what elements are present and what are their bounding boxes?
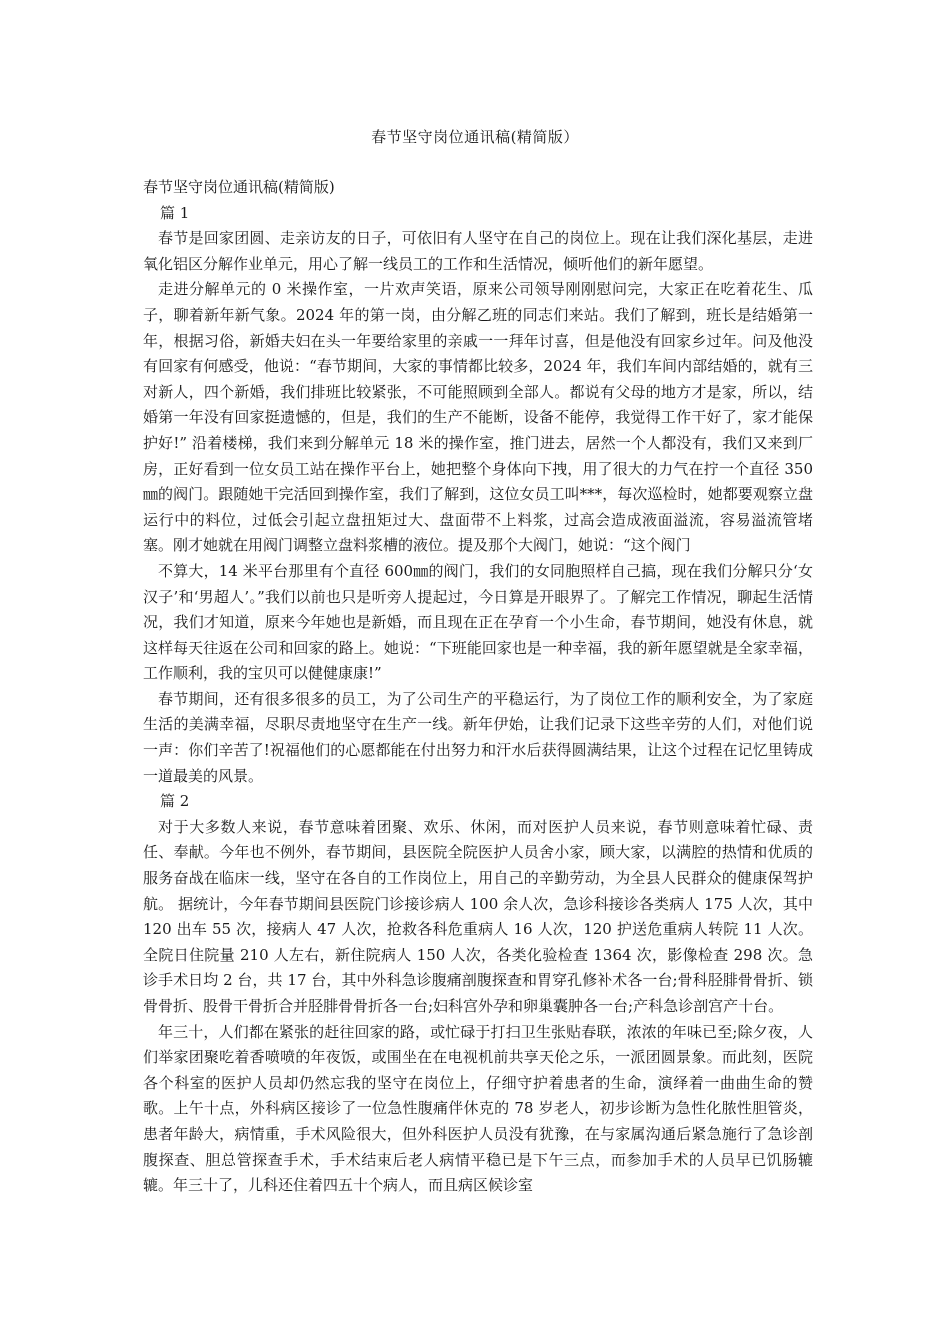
- document-subtitle: 春节坚守岗位通讯稿(精简版): [143, 178, 335, 196]
- paragraph: 走进分解单元的 0 米操作室，一片欢声笑语，原来公司领导刚刚慰问完，大家正在吃着花生、瓜子，聊着新年新气象。2024 年的第一岗，由分解乙班的同志们来站。我们了解到，班长是结婚第一年，根据习俗，新婚夫妇在头一年要给家里的亲戚一一拜年讨喜，但是他没有回家乡过年。问及他没有回家有何感受，他说：“春节期间，大家的事情都比较多，2024 年，我们车间内部结婚的，就有三对新人，四个新婚，我们排班比较紧张，不可能照顾到全部人。都说有父母的地方才是家，所以，结婚第一年没有回家挺遗憾的，但是，我们的生产不能断，设备不能停，我觉得工作干好了，家才能保护好!” 沿着楼梯，我们来到分解单元 18 米的操作室，推门进去，居然一个人都没有，我们又来到厂房，正好看到一位女员工站在操作平台上，她把整个身体向下拽，用了很大的力气在拧一个直径 350㎜的阀门。跟随她干完活回到操作室，我们了解到，这位女员工叫***，每次巡检时，她都要观察立盘运行中的料位，过低会引起立盘扭矩过大、盘面带不上料浆，过高会造成液面溢流，容易溢流管堵塞。刚才她就在用阀门调整立盘料浆槽的液位。提及那个大阀门，她说：“这个阀门: [143, 280, 813, 555]
- section-label: 篇 1: [160, 203, 190, 222]
- paragraph: 对于大多数人来说，春节意味着团聚、欢乐、休闲，而对医护人员来说，春节则意味着忙碌、责任、奉献。今年也不例外，春节期间，县医院全院医护人员舍小家，顾大家，以满腔的热情和优质的服务奋战在临床一线，坚守在各自的工作岗位上，用自己的辛勤劳动，为全县人民群众的健康保驾护航。 据统计，今年春节期间县医院门诊接诊病人 100 余人次，急诊科接诊各类病人 175 人次，其中 120 出车 55 次，接病人 47 人次，抢救各科危重病人 16 人次，120 护送危重病人转院 11 人次。全院日住院量 210 人左右，新住院病人 150 人次，各类化验检查 1364 次，影像检查 298 次。急诊手术日均 2 台，共 17 台，其中外科急诊腹痛剖腹探查和胃穿孔修补术各一台;骨科胫腓骨骨折、锁骨骨折、股骨干骨折合并胫腓骨骨折各一台;妇科宫外孕和卵巢囊肿各一台;产科急诊剖宫产十台。: [143, 817, 813, 1015]
- paragraph: 年三十，人们都在紧张的赶往回家的路，或忙碌于打扫卫生张贴春联，浓浓的年味已至;除夕夜，人们举家团聚吃着香喷喷的年夜饭，或围坐在在电视机前共享天伦之乐，一派团圆景象。而此刻，医院各个科室的医护人员却仍然忘我的坚守在岗位上，仔细守护着患者的生命，演绎着一曲曲生命的赞歌。上午十点，外科病区接诊了一位急性腹痛伴休克的 78 岁老人，初步诊断为急性化脓性胆管炎，患者年龄大，病情重，手术风险很大，但外科医护人员没有犹豫，在与家属沟通后紧急施行了急诊剖腹探查、胆总管探查手术，手术结束后老人病情平稳已是下午三点，而参加手术的人员早已饥肠辘辘。年三十了，儿科还住着四五十个病人，而且病区候诊室: [143, 1022, 813, 1195]
- document-body: [143, 175, 813, 1199]
- paragraph: 春节期间，还有很多很多的员工，为了公司生产的平稳运行，为了岗位工作的顺利安全，为了家庭生活的美满幸福，尽职尽责地坚守在生产一线。新年伊始，让我们记录下这些辛劳的人们，对他们说一声：你们辛苦了!祝福他们的心愿都能在付出努力和汗水后获得圆满结果，让这个过程在记忆里铸成一道最美的风景。: [143, 689, 813, 785]
- section-label: 篇 2: [160, 792, 190, 811]
- document-title: 春节坚守岗位通讯稿(精简版）: [371, 128, 579, 146]
- paragraph: 春节是回家团圆、走亲访友的日子，可依旧有人坚守在自己的岗位上。现在让我们深化基层，走进氧化铝区分解作业单元，用心了解一线员工的工作和生活情况，倾听他们的新年愿望。: [143, 229, 813, 273]
- paragraph: 不算大，14 米平台那里有个直径 600㎜的阀门，我们的女同胞照样自己搞，现在我们分解只分‘女汉子’和‘男超人’。”我们以前也只是听旁人提起过，今日算是开眼界了。了解完工作情况，聊起生活情况，我们才知道，原来今年她也是新婚，而且现在正在孕育一个小生命，春节期间，她没有休息，就这样每天往返在公司和回家的路上。她说：“下班能回家也是一种幸福，我的新年愿望就是全家幸福，工作顺利，我的宝贝可以健健康康!”: [143, 561, 813, 683]
